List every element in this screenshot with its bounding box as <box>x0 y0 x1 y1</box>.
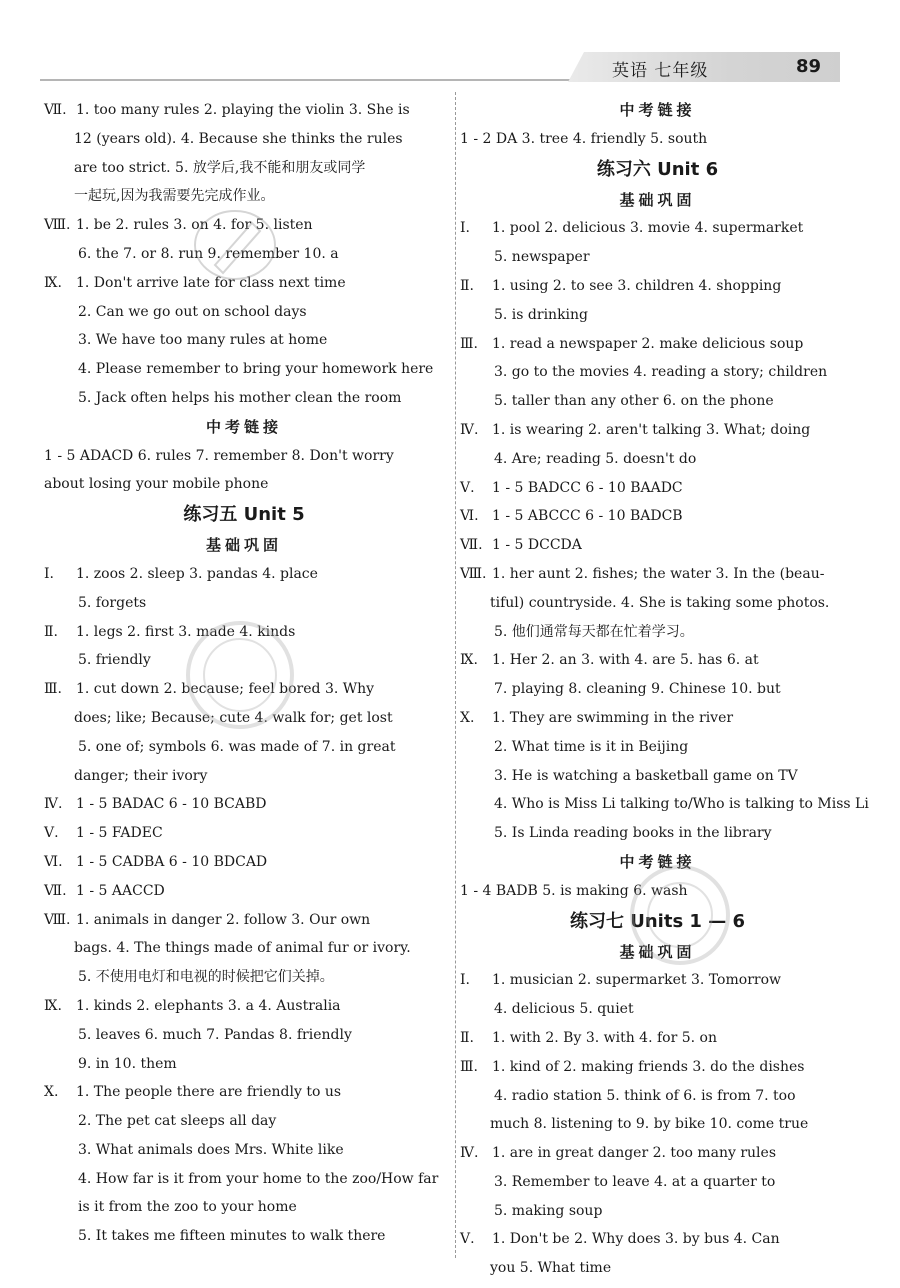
answer-line: 9. in 10. them <box>78 1055 177 1072</box>
answer-text: 1. Don't arrive late for class next time <box>76 274 346 291</box>
answer-line: 4. How far is it from your home to the zoo/How far <box>78 1170 439 1187</box>
roman-numeral: Ⅲ. <box>44 681 62 698</box>
answer-line: 5. Jack often helps his mother clean the room <box>78 389 402 406</box>
answer-line: 1 - 5 ADACD 6. rules 7. remember 8. Don't worry <box>44 447 394 464</box>
roman-numeral: Ⅴ. <box>44 825 59 842</box>
answer-line <box>44 675 444 704</box>
answer-text: 1 - 5 BADAC 6 - 10 BCABD <box>76 796 267 813</box>
answer-line <box>460 474 855 503</box>
roman-numeral: Ⅳ. <box>460 421 479 438</box>
roman-numeral: Ⅹ. <box>44 1084 59 1101</box>
answer-line: 5. making soup <box>494 1202 603 1219</box>
answer-line <box>460 1139 855 1168</box>
left-column <box>44 96 444 1251</box>
answer-line: 6. the 7. or 8. run 9. remember 10. a <box>78 245 339 262</box>
answer-text: 1. kind of 2. making friends 3. do the dishes <box>492 1058 805 1075</box>
roman-numeral: Ⅷ. <box>460 565 487 582</box>
answer-text: 1. Her 2. an 3. with 4. are 5. has 6. at <box>492 652 759 669</box>
answer-line: 5. 不使用电灯和电视的时候把它们关掉。 <box>78 969 334 986</box>
section-heading: 基础巩固 <box>619 190 696 209</box>
answer-line <box>460 272 855 301</box>
answer-line: much 8. listening to 9. by bike 10. come true <box>490 1116 809 1133</box>
unit-title: 练习七 Units 1 — 6 <box>569 910 746 932</box>
roman-numeral: Ⅲ. <box>460 1058 478 1075</box>
answer-text: 1. pool 2. delicious 3. movie 4. supermarket <box>492 220 804 237</box>
answer-line: 5. Is Linda reading books in the library <box>494 825 772 842</box>
answer-line: 12 (years old). 4. Because she thinks the rules <box>74 130 403 147</box>
roman-numeral: Ⅶ. <box>44 102 67 118</box>
section-heading: 中考链接 <box>205 417 282 436</box>
roman-numeral: Ⅱ. <box>460 277 474 294</box>
answer-line: 3. What animals does Mrs. White like <box>78 1141 344 1158</box>
answer-text: 1. Don't be 2. Why does 3. by bus 4. Can <box>492 1231 780 1248</box>
page-number: 89 <box>796 56 822 77</box>
answer-line: about losing your mobile phone <box>44 476 269 493</box>
answer-text: 1. be 2. rules 3. on 4. for 5. listen <box>76 217 313 234</box>
roman-numeral: Ⅵ. <box>44 853 63 870</box>
answer-line <box>44 992 444 1021</box>
roman-numeral: Ⅶ. <box>460 537 483 554</box>
answer-text: 1. read a newspaper 2. make delicious soup <box>492 335 804 352</box>
answer-line: 3. He is watching a basketball game on TV <box>494 767 798 784</box>
answer-text: 1. They are swimming in the river <box>492 709 734 726</box>
answer-text: 1. too many rules 2. playing the violin 3. She is <box>76 102 410 118</box>
answer-line: 4. Are; reading 5. doesn't do <box>494 450 697 467</box>
roman-numeral: Ⅲ. <box>460 335 478 352</box>
answer-text: 1. her aunt 2. fishes; the water 3. In the (beau- <box>492 565 825 582</box>
answer-text: 1 - 5 BADCC 6 - 10 BAADC <box>492 479 683 496</box>
answer-line <box>44 618 444 647</box>
roman-numeral: Ⅸ. <box>460 652 478 669</box>
answer-line: are too strict. 5. 放学后,我不能和朋友或同学 <box>74 159 366 176</box>
roman-numeral: Ⅱ. <box>460 1029 474 1046</box>
roman-numeral: Ⅴ. <box>460 479 475 496</box>
answer-line: danger; their ivory <box>74 767 208 784</box>
roman-numeral: Ⅳ. <box>460 1145 479 1162</box>
answer-line: you 5. What time <box>490 1260 612 1277</box>
answer-line <box>460 1024 855 1053</box>
answer-text: 1. cut down 2. because; feel bored 3. Why <box>76 681 375 698</box>
roman-numeral: Ⅰ. <box>460 972 470 989</box>
answer-line: 3. Remember to leave 4. at a quarter to <box>494 1173 776 1190</box>
answer-line: is it from the zoo to your home <box>78 1199 297 1216</box>
answer-line: 5. friendly <box>78 652 151 669</box>
section-heading: 中考链接 <box>619 101 696 119</box>
header-subject-grade: 英语 七年级 <box>612 61 709 81</box>
answer-text: 1 - 5 ABCCC 6 - 10 BADCB <box>492 508 683 525</box>
answer-line: 5. leaves 6. much 7. Pandas 8. friendly <box>78 1026 352 1043</box>
answer-line <box>44 211 444 240</box>
answer-line: does; like; Because; cute 4. walk for; get lost <box>74 709 393 726</box>
answer-line: 2. The pet cat sleeps all day <box>78 1113 277 1130</box>
answer-line: 4. delicious 5. quiet <box>494 1001 634 1018</box>
answer-line <box>460 502 855 531</box>
answer-line <box>44 877 444 906</box>
answer-line <box>44 560 444 589</box>
roman-numeral: Ⅷ. <box>44 911 71 928</box>
answer-line: 2. What time is it in Beijing <box>494 738 689 755</box>
roman-numeral: Ⅸ. <box>44 997 62 1014</box>
answer-line <box>44 96 444 125</box>
section-heading: 基础巩固 <box>205 536 282 555</box>
answer-line <box>460 560 855 589</box>
answer-text: 1 - 5 FADEC <box>76 825 163 842</box>
answer-text: 1. with 2. By 3. with 4. for 5. on <box>492 1029 717 1046</box>
answer-line: 5. It takes me fifteen minutes to walk there <box>78 1228 386 1245</box>
answer-line <box>460 416 855 445</box>
answer-line: 一起玩,因为我需要先完成作业。 <box>74 188 275 205</box>
answer-line: bags. 4. The things made of animal fur or ivory. <box>74 940 411 957</box>
answer-line: 5. taller than any other 6. on the phone <box>494 393 774 410</box>
answer-text: 1. using 2. to see 3. children 4. shopping <box>492 277 782 294</box>
answer-line <box>460 646 855 675</box>
answer-text: 1 - 5 DCCDA <box>492 537 582 554</box>
roman-numeral: Ⅴ. <box>460 1231 475 1248</box>
section-heading: 中考链接 <box>619 852 696 871</box>
answer-line: 4. Please remember to bring your homework here <box>78 361 434 378</box>
roman-numeral: Ⅰ. <box>44 565 54 582</box>
answer-line: tiful) countryside. 4. She is taking some photos. <box>490 594 830 611</box>
answer-line <box>44 1078 444 1107</box>
answer-text: 1. are in great danger 2. too many rules <box>492 1145 776 1162</box>
answer-line <box>460 966 855 995</box>
answer-line: 1 - 2 DA 3. tree 4. friendly 5. south <box>460 130 708 147</box>
answer-line <box>44 906 444 935</box>
answer-line <box>44 848 444 877</box>
answer-line: 4. radio station 5. think of 6. is from 7. too <box>494 1087 796 1104</box>
answer-line: 5. 他们通常每天都在忙着学习。 <box>494 623 694 640</box>
roman-numeral: Ⅰ. <box>460 220 470 237</box>
answer-line <box>460 214 855 243</box>
answer-text: 1. legs 2. first 3. made 4. kinds <box>76 623 296 640</box>
answer-line: 3. We have too many rules at home <box>78 332 328 349</box>
roman-numeral: Ⅱ. <box>44 623 58 640</box>
answer-text: 1. kinds 2. elephants 3. a 4. Australia <box>76 997 341 1014</box>
answer-line: 3. go to the movies 4. reading a story; children <box>494 364 828 381</box>
answer-text: 1. musician 2. supermarket 3. Tomorrow <box>492 972 781 989</box>
answer-line: 2. Can we go out on school days <box>78 303 307 320</box>
roman-numeral: Ⅵ. <box>460 508 479 525</box>
answer-line: 1 - 4 BADB 5. is making 6. wash <box>460 882 688 899</box>
roman-numeral: Ⅸ. <box>44 274 62 291</box>
answer-line <box>460 704 855 733</box>
answer-text: 1. is wearing 2. aren't talking 3. What; doing <box>492 421 811 438</box>
roman-numeral: Ⅳ. <box>44 796 63 813</box>
answer-line: 4. Who is Miss Li talking to/Who is talking to Miss Li <box>494 796 869 813</box>
answer-line: 5. forgets <box>78 594 147 611</box>
answer-line: 7. playing 8. cleaning 9. Chinese 10. but <box>494 681 781 698</box>
answer-line <box>460 1053 855 1082</box>
answer-line <box>460 531 855 560</box>
answer-text: 1. zoos 2. sleep 3. pandas 4. place <box>76 565 318 582</box>
answer-line <box>460 1225 855 1254</box>
answer-line: 5. is drinking <box>494 306 589 323</box>
answer-text: 1 - 5 AACCD <box>76 882 165 899</box>
right-column <box>460 96 869 1283</box>
answer-line <box>44 819 444 848</box>
section-heading: 基础巩固 <box>619 942 696 961</box>
answer-line: 5. newspaper <box>494 249 590 266</box>
answer-line: 5. one of; symbols 6. was made of 7. in great <box>78 738 396 755</box>
answer-line <box>44 790 444 819</box>
answer-line <box>44 269 444 298</box>
answer-text: 1 - 5 CADBA 6 - 10 BDCAD <box>76 853 268 870</box>
roman-numeral: Ⅷ. <box>44 217 71 234</box>
roman-numeral: Ⅹ. <box>460 709 475 726</box>
answer-line <box>460 330 855 359</box>
roman-numeral: Ⅶ. <box>44 882 67 899</box>
answer-text: 1. The people there are friendly to us <box>76 1084 342 1101</box>
unit-title: 练习六 Unit 6 <box>596 158 719 180</box>
unit-title: 练习五 Unit 5 <box>183 504 305 526</box>
answer-text: 1. animals in danger 2. follow 3. Our own <box>76 911 371 928</box>
column-divider <box>455 92 456 1258</box>
